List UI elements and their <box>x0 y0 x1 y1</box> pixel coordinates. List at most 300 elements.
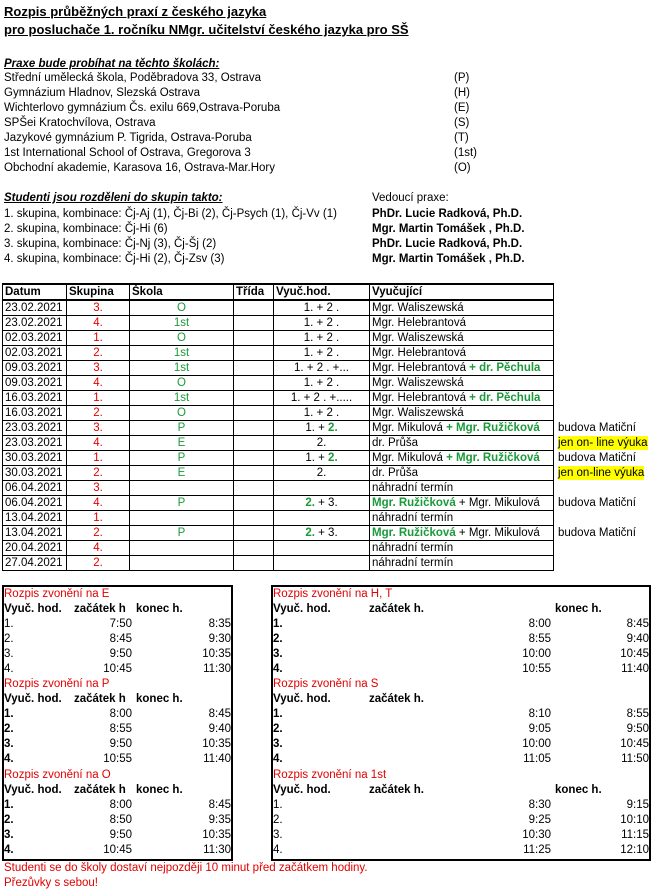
row-note: jen on-line výuka <box>558 467 645 479</box>
bell-row <box>2 828 233 843</box>
row-class <box>234 556 274 571</box>
bell-table <box>2 602 233 677</box>
row-date: 13.04.2021 <box>3 511 67 526</box>
title-line-2: pro posluchače 1. ročníku NMgr. učitelství českého jazyka pro SŠ <box>4 22 409 37</box>
row-school <box>130 511 234 526</box>
bell-header-row <box>271 602 651 617</box>
bell-lesson: 3. <box>273 648 283 660</box>
teacher-main: Mgr. Ružičková <box>372 527 456 539</box>
row-teacher <box>370 556 554 571</box>
bell-row <box>271 707 651 722</box>
row-group: 1. <box>67 451 130 466</box>
col-date: Datum <box>3 284 67 300</box>
bell-lesson: 4. <box>273 844 283 856</box>
row-group: 3. <box>67 421 130 436</box>
bell-end: 8:45 <box>208 799 231 811</box>
bell-end: 11:30 <box>203 844 231 856</box>
footer-note-slippers: Přezůvky s sebou! <box>4 877 98 889</box>
bell-table <box>271 783 651 858</box>
teacher-main: Mgr. Helebrantová <box>372 317 466 329</box>
bell-end: 11:15 <box>621 829 649 841</box>
row-date: 02.03.2021 <box>3 331 67 346</box>
school-name: Wichterlovo gymnázium Čs. exilu 669,Ostrava-Poruba <box>4 102 281 114</box>
row-group: 2. <box>67 466 130 481</box>
bell-row <box>271 843 651 858</box>
row-school: O <box>130 406 234 421</box>
bell-header-row <box>271 692 651 707</box>
row-class <box>234 376 274 391</box>
bell-start: 9:05 <box>528 723 551 735</box>
bell-end: 8:35 <box>208 618 231 630</box>
row-teacher <box>370 526 636 541</box>
row-school: P <box>130 496 234 511</box>
row-school: P <box>130 451 234 466</box>
row-class <box>234 406 274 421</box>
bell-title: Rozpis zvonění na O <box>4 769 111 781</box>
bell-header-cell: Vyuč. hod. <box>273 693 331 705</box>
teacher-main: dr. Průša <box>372 437 419 449</box>
teacher-main: náhradní termín <box>372 557 454 569</box>
group-text: 4. skupina, kombinace: Čj-Hi (2), Čj-Zsv (3) <box>4 253 225 265</box>
bell-start: 9:25 <box>528 814 551 826</box>
bell-table <box>271 692 651 767</box>
teacher-main: Mgr. Waliszewská <box>372 302 464 314</box>
school-name: Obchodní akademie, Karasova 16, Ostrava-Mar.Hory <box>4 162 276 174</box>
bell-title: Rozpis zvonění na E <box>4 588 110 600</box>
bell-end: 9:40 <box>626 633 649 645</box>
row-teacher <box>370 406 554 421</box>
bell-header-cell: začátek h. <box>369 603 424 615</box>
schools-list <box>4 71 484 176</box>
row-note: budova Matiční <box>558 452 636 464</box>
row-group: 4. <box>67 541 130 556</box>
row-group: 1. <box>67 331 130 346</box>
bell-start: 8:30 <box>528 799 551 811</box>
row-hours: 2. <box>274 466 370 481</box>
row-hours <box>274 511 370 526</box>
group-row <box>4 207 564 222</box>
schedule-row <box>3 316 554 331</box>
row-school: 1st <box>130 391 234 406</box>
row-teacher <box>370 511 554 526</box>
bell-schedule <box>271 587 651 677</box>
bell-end: 9:30 <box>208 633 231 645</box>
row-date: 20.04.2021 <box>3 541 67 556</box>
row-teacher <box>370 316 554 331</box>
row-school: O <box>130 376 234 391</box>
row-hours: 1. + 2 . +..... <box>274 391 370 406</box>
school-row <box>4 161 484 176</box>
schedule-row <box>3 541 554 556</box>
bell-end: 8:45 <box>208 708 231 720</box>
bell-lesson: 2. <box>273 723 283 735</box>
bell-row <box>2 813 233 828</box>
hours-part-a: 2. <box>305 527 315 539</box>
row-school <box>130 541 234 556</box>
bell-row <box>271 632 651 647</box>
bell-row <box>2 737 233 752</box>
bell-lesson: 1. <box>273 708 283 720</box>
teacher-second: Mgr. Ružičková <box>456 422 540 434</box>
school-row <box>4 71 484 86</box>
bell-lesson: 4. <box>4 844 14 856</box>
schedule-row <box>3 331 554 346</box>
bell-row <box>2 798 233 813</box>
bell-title: Rozpis zvonění na 1st <box>273 769 387 781</box>
bell-title: Rozpis zvonění na H, T <box>273 588 393 600</box>
hours-part-b: 2. <box>328 422 338 434</box>
schedule-row <box>3 556 554 571</box>
bell-title: Rozpis zvonění na P <box>4 678 110 690</box>
bell-end: 9:40 <box>208 723 231 735</box>
bell-start: 8:10 <box>528 708 551 720</box>
col-class: Třída <box>234 284 274 300</box>
row-hours <box>274 481 370 496</box>
bell-end: 9:15 <box>626 799 649 811</box>
bell-lesson: 4. <box>273 663 283 675</box>
bell-start: 9:50 <box>109 648 132 660</box>
bell-lesson: 1. <box>273 618 283 630</box>
groups-heading: Studenti jsou rozděleni do skupin takto: <box>4 192 223 204</box>
row-note: budova Matiční <box>558 527 636 539</box>
bell-end: 10:45 <box>620 648 649 660</box>
row-teacher <box>370 451 636 466</box>
bell-schedule <box>2 677 233 767</box>
schedule-header-row <box>3 284 554 300</box>
row-class <box>234 361 274 376</box>
row-school: O <box>130 300 234 316</box>
bell-header-cell: začátek h. <box>369 784 424 796</box>
row-hours: 1. + 2 . <box>274 300 370 316</box>
bell-lesson: 2. <box>273 633 283 645</box>
group-row <box>4 237 564 252</box>
bell-end: 10:35 <box>202 648 231 660</box>
schedule-row <box>3 451 554 466</box>
teacher-rest: + Mgr. Mikulová <box>455 497 540 509</box>
school-row <box>4 116 484 131</box>
bell-lesson: 4. <box>273 753 283 765</box>
bell-start: 8:00 <box>528 618 551 630</box>
bell-end: 10:35 <box>202 829 231 841</box>
row-teacher <box>370 346 554 361</box>
row-school: P <box>130 421 234 436</box>
teacher-main: Mgr. Waliszewská <box>372 407 464 419</box>
row-note: budova Matiční <box>558 497 636 509</box>
bell-lesson: 3. <box>4 738 14 750</box>
bell-row <box>2 752 233 767</box>
row-group: 3. <box>67 300 130 316</box>
col-group: Skupina <box>67 284 130 300</box>
bell-header-cell: konec h. <box>555 603 602 615</box>
teacher-main: Mgr. Mikulová <box>372 422 443 434</box>
bell-end: 10:45 <box>620 738 649 750</box>
schedule-row <box>3 496 554 511</box>
bell-end: 11:50 <box>621 753 649 765</box>
school-code: (P) <box>454 72 470 84</box>
row-teacher <box>370 541 554 556</box>
hours-part-b: 2. <box>328 452 338 464</box>
teacher-main: náhradní termín <box>372 512 454 524</box>
row-school: 1st <box>130 361 234 376</box>
schedule-row <box>3 421 554 436</box>
bell-start: 8:00 <box>109 799 132 811</box>
school-code: (E) <box>454 102 470 114</box>
hours-part-b: + 3. <box>314 497 338 509</box>
bell-schedule <box>2 587 233 677</box>
row-date: 06.04.2021 <box>3 496 67 511</box>
bell-header-row <box>2 783 233 798</box>
school-row <box>4 101 484 116</box>
row-group: 2. <box>67 526 130 541</box>
row-teacher <box>370 436 648 451</box>
row-group: 4. <box>67 436 130 451</box>
bell-lesson: 3. <box>273 829 283 841</box>
row-teacher <box>370 466 645 481</box>
bell-header-cell: konec h. <box>136 603 183 615</box>
school-code: (1st) <box>454 147 477 159</box>
row-date: 23.02.2021 <box>3 316 67 331</box>
groups-list <box>4 207 564 267</box>
row-school: 1st <box>130 316 234 331</box>
hours-part-a: 1. + <box>305 452 329 464</box>
bell-row <box>2 707 233 722</box>
row-group: 2. <box>67 406 130 421</box>
bell-lesson: 1. <box>4 618 14 630</box>
bell-start: 10:55 <box>103 753 132 765</box>
row-date: 23.03.2021 <box>3 436 67 451</box>
title-line-1: Rozpis průběžných praxí z českého jazyka <box>4 4 267 19</box>
teacher-second: dr. Pěchula <box>479 392 541 404</box>
row-hours <box>274 541 370 556</box>
row-class <box>234 421 274 436</box>
bell-header-cell: Vyuč. hod. <box>273 784 331 796</box>
row-group: 1. <box>67 511 130 526</box>
row-date: 09.03.2021 <box>3 376 67 391</box>
bell-header-cell: Vyuč. hod. <box>273 603 331 615</box>
bell-start: 10:45 <box>103 844 132 856</box>
teacher-main: Mgr. Helebrantová <box>372 347 466 359</box>
teacher-main: Mgr. Mikulová <box>372 452 443 464</box>
schedule-row <box>3 406 554 421</box>
bell-schedule <box>2 768 233 858</box>
bell-start: 8:55 <box>528 633 551 645</box>
school-row <box>4 146 484 161</box>
bell-header-cell <box>553 692 651 707</box>
bell-lesson: 1. <box>273 799 283 811</box>
bell-end: 10:10 <box>620 814 649 826</box>
row-hours <box>274 556 370 571</box>
teacher-main: Mgr. Waliszewská <box>372 377 464 389</box>
col-school: Škola <box>130 284 234 300</box>
row-class <box>234 436 274 451</box>
bell-start: 11:05 <box>523 753 551 765</box>
bell-row <box>271 662 651 677</box>
row-class <box>234 481 274 496</box>
row-date: 16.03.2021 <box>3 406 67 421</box>
row-hours: 1. + 2 . <box>274 346 370 361</box>
group-leader: Mgr. Martin Tomášek , Ph.D. <box>372 253 525 265</box>
hours-part-a: 2. <box>305 497 315 509</box>
bell-row <box>271 722 651 737</box>
teacher-main: Mgr. Helebrantová <box>372 392 466 404</box>
bell-start: 10:55 <box>522 663 551 675</box>
school-row <box>4 86 484 101</box>
bell-row <box>2 632 233 647</box>
row-date: 13.04.2021 <box>3 526 67 541</box>
row-school: O <box>130 331 234 346</box>
school-row <box>4 131 484 146</box>
school-name: Střední umělecká škola, Poděbradova 33, Ostrava <box>4 72 261 84</box>
bell-schedule <box>271 677 651 767</box>
bell-start: 9:50 <box>109 738 132 750</box>
row-hours <box>274 496 370 511</box>
row-class <box>234 526 274 541</box>
row-hours: 1. + 2 . <box>274 316 370 331</box>
col-hours: Vyuč.hod. <box>274 284 370 300</box>
bell-header-cell: začátek h <box>74 603 126 615</box>
group-row <box>4 222 564 237</box>
bell-header-cell: konec h. <box>136 693 183 705</box>
bell-end: 10:35 <box>202 738 231 750</box>
bell-row <box>271 813 651 828</box>
row-group: 4. <box>67 316 130 331</box>
row-class <box>234 466 274 481</box>
row-date: 30.03.2021 <box>3 451 67 466</box>
row-school: P <box>130 526 234 541</box>
row-teacher <box>370 361 554 376</box>
row-hours <box>274 421 370 436</box>
schools-heading: Praxe bude probíhat na těchto školách: <box>4 58 220 70</box>
bell-start: 10:45 <box>103 663 132 675</box>
group-text: 2. skupina, kombinace: Čj-Hi (6) <box>4 223 168 235</box>
teacher-plus: + <box>465 362 480 374</box>
schedule-row <box>3 361 554 376</box>
bell-header-row <box>2 692 233 707</box>
bell-lesson: 1. <box>4 708 14 720</box>
bell-header-cell: začátek h <box>74 784 126 796</box>
row-hours: 2. <box>274 436 370 451</box>
bell-lesson: 3. <box>4 648 14 660</box>
bell-lesson: 1. <box>4 799 14 811</box>
row-class <box>234 511 274 526</box>
row-note: jen on- line výuka <box>558 437 648 449</box>
bell-lesson: 4. <box>4 753 14 765</box>
bell-row <box>271 828 651 843</box>
schedule-row <box>3 526 554 541</box>
row-class <box>234 391 274 406</box>
bell-row <box>271 752 651 767</box>
row-class <box>234 300 274 316</box>
bell-end: 9:35 <box>208 814 231 826</box>
row-school <box>130 556 234 571</box>
bell-row <box>2 722 233 737</box>
schedule-row <box>3 511 554 526</box>
row-hours: 1. + 2 . <box>274 376 370 391</box>
bell-table <box>271 602 651 677</box>
group-leader: PhDr. Lucie Radková, Ph.D. <box>372 238 523 250</box>
group-row <box>4 252 564 267</box>
bell-lesson: 2. <box>273 814 283 826</box>
teacher-plus: + <box>442 452 457 464</box>
row-date: 16.03.2021 <box>3 391 67 406</box>
teacher-main: Mgr. Helebrantová <box>372 362 466 374</box>
school-code: (S) <box>454 117 470 129</box>
row-school: E <box>130 466 234 481</box>
schedule-row <box>3 481 554 496</box>
row-date: 23.02.2021 <box>3 300 67 316</box>
bell-row <box>271 798 651 813</box>
hours-part-b: + 3. <box>314 527 338 539</box>
row-date: 09.03.2021 <box>3 361 67 376</box>
bell-title: Rozpis zvonění na S <box>273 678 379 690</box>
group-text: 1. skupina, kombinace: Čj-Aj (1), Čj-Bi (2), Čj-Psych (1), Čj-Vv (1) <box>4 208 337 220</box>
bell-row <box>271 737 651 752</box>
bell-header-cell: Vyuč. hod. <box>4 603 62 615</box>
teacher-main: Mgr. Ružičková <box>372 497 456 509</box>
teacher-plus: + <box>465 392 480 404</box>
col-teacher: Vyučující <box>370 284 554 300</box>
leaders-heading: Vedoucí praxe: <box>372 192 449 204</box>
row-class <box>234 451 274 466</box>
bell-start: 10:30 <box>522 829 551 841</box>
schedule-row <box>3 376 554 391</box>
schedule-row <box>3 466 554 481</box>
row-teacher <box>370 300 554 316</box>
row-teacher <box>370 391 554 406</box>
bell-header-cell: Vyuč. hod. <box>4 693 62 705</box>
bell-schedule <box>271 768 651 858</box>
bell-header-cell: začátek h <box>74 693 126 705</box>
group-text: 3. skupina, kombinace: Čj-Nj (3), Čj-Šj (2) <box>4 238 217 250</box>
bell-start: 8:55 <box>109 723 132 735</box>
bell-header-cell: začátek h. <box>369 693 424 705</box>
row-group: 2. <box>67 556 130 571</box>
bell-end: 8:55 <box>626 708 649 720</box>
bell-end: 11:30 <box>203 663 231 675</box>
bell-start: 10:00 <box>522 648 551 660</box>
bell-header-row <box>271 783 651 798</box>
row-class <box>234 346 274 361</box>
row-group: 4. <box>67 376 130 391</box>
bell-end: 11:40 <box>203 753 231 765</box>
bell-table <box>2 783 233 858</box>
bell-start: 7:50 <box>109 618 132 630</box>
row-group: 1. <box>67 391 130 406</box>
teacher-rest: + Mgr. Mikulová <box>455 527 540 539</box>
schedule-row <box>3 300 554 316</box>
teacher-second: Mgr. Ružičková <box>456 452 540 464</box>
row-teacher <box>370 496 636 511</box>
row-hours: 1. + 2 . <box>274 406 370 421</box>
school-code: (O) <box>454 162 471 174</box>
bell-end: 8:45 <box>626 618 649 630</box>
row-class <box>234 331 274 346</box>
bell-row <box>271 647 651 662</box>
row-class <box>234 496 274 511</box>
bell-row <box>2 617 233 632</box>
bell-end: 9:50 <box>626 723 649 735</box>
row-group: 2. <box>67 346 130 361</box>
row-teacher <box>370 481 554 496</box>
bell-table <box>2 692 233 767</box>
footer-note-arrival: Studenti se do školy dostaví nejpozději 10 minut před začátkem hodiny. <box>4 862 368 874</box>
teacher-main: Mgr. Waliszewská <box>372 332 464 344</box>
school-code: (H) <box>454 87 470 99</box>
row-hours: 1. + 2 . +... <box>274 361 370 376</box>
bell-lesson: 3. <box>273 738 283 750</box>
row-date: 30.03.2021 <box>3 466 67 481</box>
row-hours <box>274 451 370 466</box>
